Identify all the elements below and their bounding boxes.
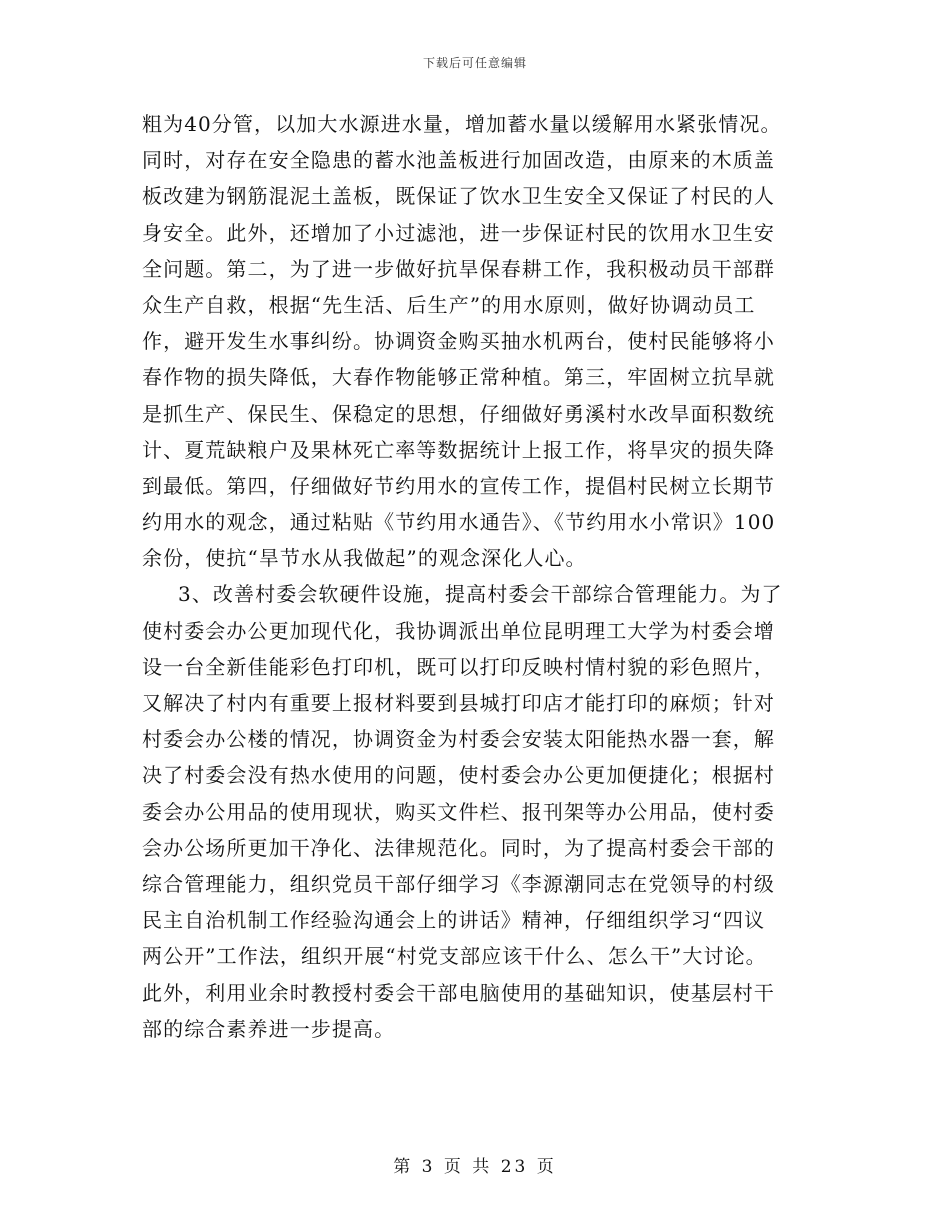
text-line: 村委会办公楼的情况，协调资金为村委会安装太阳能热水器一套，解: [142, 727, 775, 752]
text-line: 设一台全新佳能彩色打印机，既可以打印反映村情村貌的彩色照片，: [142, 654, 775, 679]
text-line: 两公开”工作法，组织开展“村党支部应该干什么、怎么干”大讨论。: [142, 944, 767, 969]
paragraph-start-line: 3、改善村委会软硬件设施，提高村委会干部综合管理能力。为了: [178, 582, 783, 607]
text-line: 余份，使抗“旱节水从我做起”的观念深化人心。: [142, 546, 587, 571]
text-line: 是抓生产、保民生、保稳定的思想，仔细做好勇溪村水改旱面积数统: [142, 401, 775, 426]
text-line: 民主自治机制工作经验沟通会上的讲话》精神，仔细组织学习“四议: [142, 908, 766, 933]
text-line: 作，避开发生水事纠纷。协调资金购买抽水机两台，使村民能够将小: [142, 329, 775, 354]
text-line: 同时，对存在安全隐患的蓄水池盖板进行加固改造，由原来的木质盖: [142, 148, 775, 173]
text-line: 计、夏荒缺粮户及果林死亡率等数据统计上报工作，将旱灾的损失降: [142, 437, 775, 462]
text-line: 到最低。第四，仔细做好节约用水的宣传工作，提倡村民树立长期节: [142, 473, 775, 498]
text-line: 春作物的损失降低，大春作物能够正常种植。第三，牢固树立抗旱就: [142, 365, 775, 390]
text-line: 又解决了村内有重要上报材料要到县城打印店才能打印的麻烦；针对: [142, 691, 775, 715]
text-line: 部的综合素养进一步提高。: [142, 1016, 396, 1041]
document-body: [142, 106, 814, 1047]
page-number-footer: 第 3 页 共 23 页: [393, 1157, 557, 1177]
text-line: 决了村委会没有热水使用的问题，使村委会办公更加便捷化；根据村: [142, 763, 775, 788]
text-line: 众生产自救，根据“先生活、后生产”的用水原则，做好协调动员工: [142, 292, 756, 317]
text-line: 会办公场所更加干净化、法律规范化。同时，为了提高村委会干部的: [142, 835, 775, 860]
text-line: 此外，利用业余时教授村委会干部电脑使用的基础知识，使基层村干: [142, 980, 775, 1005]
text-line: 全问题。第二，为了进一步做好抗旱保春耕工作，我积极动员干部群: [142, 256, 775, 281]
text-line: 使村委会办公更加现代化，我协调派出单位昆明理工大学为村委会增: [142, 618, 775, 643]
text-line: 委会办公用品的使用现状，购买文件栏、报刊架等办公用品，使村委: [142, 799, 775, 824]
text-line: 粗为40分管，以加大水源进水量，增加蓄水量以缓解用水紧张情况。: [142, 112, 782, 136]
text-line: 综合管理能力，组织党员干部仔细学习《李源潮同志在党领导的村级: [142, 871, 775, 896]
text-line: 板改建为钢筋混泥土盖板，既保证了饮水卫生安全又保证了村民的人: [142, 184, 775, 209]
header-note: 下载后可任意编辑: [422, 56, 527, 70]
text-line: 约用水的观念，通过粘贴《节约用水通告》、《节约用水小常识》100: [142, 510, 776, 535]
text-line: 身安全。此外，还增加了小过滤池，进一步保证村民的饮用水卫生安: [142, 220, 775, 245]
